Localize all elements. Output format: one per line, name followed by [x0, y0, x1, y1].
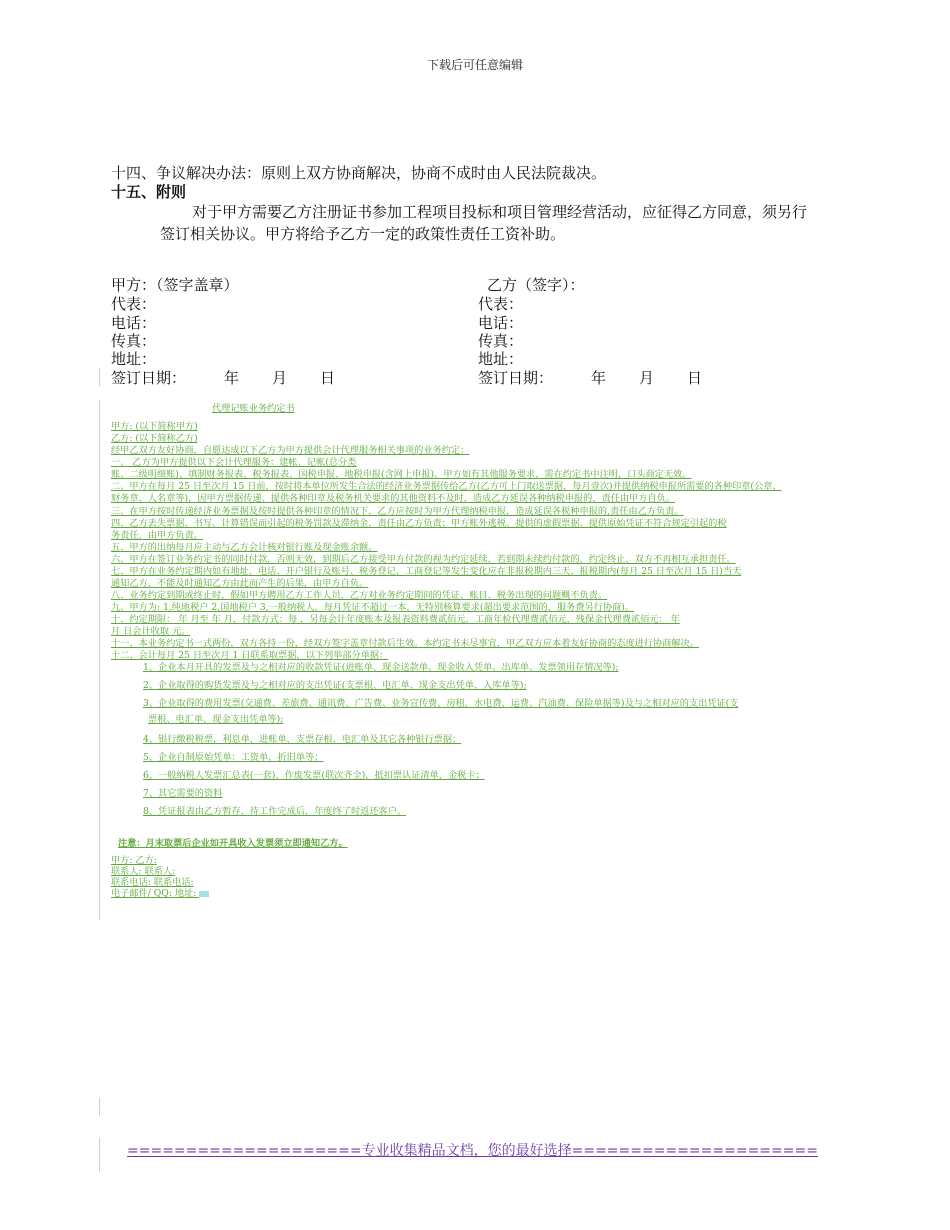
agreement-line: 财务章、人名章等)，因甲方票据传递、提供各种印章及税务机关要求的其他资料不及时，造成乙方延误各种纳税申报的，责任由甲方自负。 — [111, 493, 676, 504]
sig-party-b: 乙方（签字）： — [487, 276, 585, 294]
sig-a-fax: 传真： — [111, 332, 157, 350]
clause-14: 十四、争议解决办法：原则上双方协商解决，协商不成时由人民法院裁决。 — [111, 164, 607, 182]
agreement-line: 八、业务约定到期或终止时，假如甲方聘用乙方工作人员，乙方对业务约定期间的凭证、账目、税务出现的问题概不负责。 — [111, 590, 608, 601]
agreement-title: 代理记账业务约定书 — [212, 403, 295, 414]
agreement-line: 五、甲方的出纳每月应主动与乙方会计核对银行账及现金账余额。 — [111, 542, 378, 553]
footer-banner: ====================专业收集精品文档，您的最好选择===================== — [127, 1143, 818, 1159]
date-month: 月 — [639, 369, 655, 387]
clause-15-title: 十五、附则 — [111, 183, 187, 201]
contact-line: 甲方: 乙方: — [111, 855, 157, 866]
list-item: 1、企业本月开具的发票及与之相对应的收款凭证(进账单、现金送款单、现金收入凭单、出库单、发票领用存情况等); — [143, 662, 619, 673]
margin-rule — [99, 368, 100, 386]
date-day: 日 — [320, 369, 336, 387]
agreement-line: 务责任，由甲方负责。 — [111, 530, 203, 541]
agreement-line: 六、甲方在签订业务约定书的同时付款，否则无效，到期后乙方接受甲方付款的视为约定延续，若到期未续约付款的，约定终止，双方不再相互承担责任。 — [111, 554, 736, 565]
agreement-line: 通知乙方，不能及时通知乙方由此而产生的后果，由甲方自负。 — [111, 578, 369, 589]
date-label: 签订日期： — [111, 369, 187, 387]
agreement-line: 九、甲方为: 1,纯地税户 2,国地税户 3,一般纳税人，每月凭证不超过一本，无特别核算要求(超出要求范围的，服务费另行协商)。 — [111, 602, 635, 613]
sig-a-phone: 电话： — [111, 314, 157, 332]
sig-a-rep: 代表： — [111, 295, 157, 313]
list-item: 8、凭证报表由乙方暂存，待工作完成后，年度终了时返还客户。 — [143, 806, 407, 817]
agreement-notice: 注意：月末取票后企业如开具收入发票须立即通知乙方。 — [118, 838, 348, 849]
margin-rule — [99, 400, 100, 920]
sig-b-date — [478, 369, 702, 388]
clause-15-body: 对于甲方需要乙方注册证书参加工程项目投标和项目管理经营活动，应征得乙方同意，须另行签订相关协议。甲方将给予乙方一定的政策性责任工资补助。 — [160, 203, 808, 243]
margin-rule — [99, 1098, 100, 1116]
agreement-line: 二、甲方在每月 25 日至次月 15 日前，按时将本单位所发生合法的经济业务票据传给乙方(乙方可上门取送票据，每月壹次)并提供纳税申报所需要的各种印章(公章、 — [111, 481, 782, 492]
agreement-line: 十一、本业务约定书一式两份，双方各持一份，经双方签字盖章付款后生效。本约定书未尽事宜，甲乙双方应本着友好协商的态度进行协商解决。 — [111, 638, 699, 649]
agreement-party-a: 甲方: (以下简称甲方) — [111, 421, 198, 432]
sig-b-rep: 代表： — [478, 295, 524, 313]
agreement-line: 月 日会计收取 元。 — [111, 626, 191, 637]
agreement-line: 七、甲方在业务约定期内如有地址、电话、开户银行及账号、税务登记、工商登记等发生变化应在非报税期内三天、报税期内(每月 25 日至次月 15 日)当天 — [111, 566, 742, 577]
agreement-line: 经甲乙双方友好协商，自愿达成以下乙方为甲方提供会计代理服务相关事项的业务约定： — [111, 445, 470, 456]
agreement-line: 四、乙方丢失票据、书写、计算错误而引起的税务罚款及滞纳金，责任由乙方负责；甲方账外逃税、提供的虚假票据、提供原始凭证不符合规定引起的税 — [111, 518, 727, 529]
list-item: 7、其它需要的资料 — [143, 788, 223, 799]
sig-b-phone: 电话： — [478, 314, 524, 332]
sig-party-a: 甲方：（签字盖章） — [111, 276, 239, 294]
list-item: 2、企业取得的购货发票及与之相对应的支出凭证(支票根、电汇单、现金支出凭单、入库单等); — [143, 680, 527, 691]
list-item: 6、一般纳税人发票汇总表(一套)，作废发票(联次齐全)，抵扣票认证清单，金税卡； — [143, 770, 485, 781]
text-cursor-marker — [199, 891, 209, 897]
sig-b-address: 地址： — [478, 350, 524, 368]
header-note: 下载后可任意编辑 — [426, 58, 523, 72]
agreement-line: 一、 乙方为甲方提供以下会计代理服务：建帐、记帐(总分类 — [111, 457, 357, 468]
margin-rule — [99, 1138, 100, 1172]
list-item: 5、企业自制原始凭单：工资单，折旧单等； — [143, 752, 324, 763]
date-label: 签订日期： — [478, 369, 554, 387]
agreement-line: 三、在甲方按时传递经济业务票据及按时提供各种印章的情况下，乙方应按时为甲方代理纳税申报，造成延误各税种申报的,责任由乙方负责。 — [111, 506, 684, 517]
date-day: 日 — [687, 369, 703, 387]
list-item: 票根、电汇单、现金支出凭单等); — [148, 714, 284, 725]
agreement-line: 账、二级明细账)、填制财务报表、税务报表、国税申报、地税申报(含网上申报)。甲方如有其他服务要求，需在约定书中注明，口头商定无效。 — [111, 469, 692, 480]
agreement-party-b: 乙方: (以下简称乙方) — [111, 433, 198, 444]
date-month: 月 — [272, 369, 288, 387]
contact-email-label: 电子邮件/ QQ: 地址: — [111, 888, 200, 899]
sig-a-address: 地址： — [111, 350, 157, 368]
list-item: 3、企业取得的费用发票(交通费、差旅费、通讯费、广告费、业务宣传费、房租、水电费、运费、汽油费、保险单据等)及与之相对应的支出凭证(支 — [143, 698, 739, 709]
agreement-line: 十二、会计每月 25 日至次月 1 日联系取票据，以下列举部分单据： — [111, 650, 389, 661]
agreement-line: 十、约定期限： 年 月至 年 月，付款方式：每 ，另每会计年度账本及报表资料费贰佰元，工商年检代理费贰佰元，残保金代理费贰佰元： 年 — [111, 614, 680, 625]
list-item: 4、银行缴税税票，利息单，进账单，支票存根，电汇单及其它各种银行票据； — [143, 734, 462, 745]
contact-line: 联系人: 联系人: — [111, 866, 176, 877]
date-year: 年 — [224, 369, 240, 387]
sig-b-fax: 传真： — [478, 332, 524, 350]
contact-line — [111, 888, 209, 899]
date-year: 年 — [591, 369, 607, 387]
contact-line: 联系电话: 联系电话: — [111, 877, 194, 888]
sig-a-date — [111, 369, 335, 388]
